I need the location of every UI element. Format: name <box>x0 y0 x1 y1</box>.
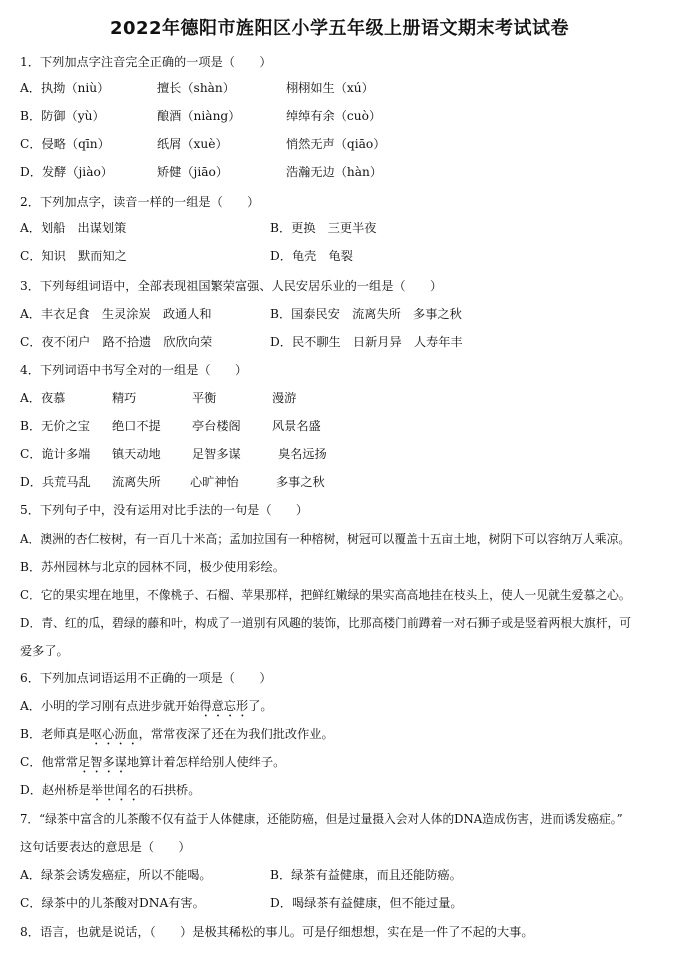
q1-d-word3: 浩瀚无边（hàn） <box>286 165 383 179</box>
q6-b-dotted: 呕心沥血 <box>89 727 139 741</box>
q6-c-post: 地算计着怎样给别人使绊子。 <box>126 755 286 769</box>
question-5-option-d[interactable]: D．青、红的瓜，碧绿的藤和叶，构成了一道别有风趣的装饰，比那高楼门前蹲着一对石狮子或是竖着两根大旗杆，可 <box>20 616 632 630</box>
q1-b-word2: 酿酒（niàng） <box>157 109 241 123</box>
q1-c-word1: C．侵略（qīn） <box>20 137 110 151</box>
q4-a-word2: 精巧 <box>112 391 137 405</box>
question-1-option-c[interactable] <box>20 136 385 152</box>
question-4-option-b[interactable] <box>20 418 321 434</box>
question-7-stem-continued: 这句话要表达的意思是（ ） <box>20 840 191 854</box>
question-7-stem: 7．“绿茶中富含的儿茶酸不仅有益于人体健康，还能防癌，但是过量摄入会对人体的DNA造成伤害，进而诱发癌症。” <box>20 812 623 826</box>
question-3-option-a[interactable]: A．丰衣足食 生灵涂炭 政通人和 <box>20 307 212 321</box>
q6-a-dotted: 得意忘形 <box>199 699 249 713</box>
q4-a-word4: 漫游 <box>272 391 297 405</box>
q1-d-word2: 矫健（jiāo） <box>157 165 229 179</box>
q4-b-word1: B．无价之宝 <box>20 419 90 433</box>
question-5-stem: 5．下列句子中，没有运用对比手法的一句是（ ） <box>20 503 309 517</box>
page-title: 2022年德阳市旌阳区小学五年级上册语文期末考试试卷 <box>109 18 570 39</box>
q4-c-word3: 足智多谋 <box>192 447 241 461</box>
q6-b-post: ，常常夜深了还在为我们批改作业。 <box>138 727 334 741</box>
q1-a-word1: A．执拗（niù） <box>20 81 110 95</box>
q4-d-word3: 心旷神怡 <box>190 475 239 489</box>
question-5-option-c[interactable]: C．它的果实埋在地里，不像桃子、石榴、苹果那样，把鲜红嫩绿的果实高高地挂在枝头上，使人一见就生爱慕之心。 <box>20 588 631 602</box>
question-3-option-b[interactable]: B．国泰民安 流离失所 多事之秋 <box>270 307 462 321</box>
question-5-option-b[interactable]: B．苏州园林与北京的园林不同，极少使用彩绘。 <box>20 560 285 574</box>
question-7-row-1 <box>20 867 462 883</box>
question-4-option-c[interactable] <box>20 446 327 462</box>
q6-a-post: 了。 <box>248 699 273 713</box>
q6-c-dotted: 足智多谋 <box>78 755 127 769</box>
q6-d-post: 的石拱桥。 <box>139 783 201 797</box>
question-2-option-d[interactable]: D．龟壳 龟裂 <box>270 249 353 263</box>
q4-b-word3: 亭台楼阁 <box>192 419 241 433</box>
q4-a-word3: 平衡 <box>192 391 217 405</box>
q4-c-word4: 臭名远扬 <box>278 447 327 461</box>
question-4-stem: 4．下列词语中书写全对的一组是（ ） <box>20 363 248 377</box>
q4-b-word2: 绝口不提 <box>112 419 161 433</box>
q4-c-word2: 镇天动地 <box>112 447 161 461</box>
q1-c-word2: 纸屑（xuè） <box>157 137 228 151</box>
question-7-option-c[interactable]: C．绿茶中的儿茶酸对DNA有害。 <box>20 896 205 910</box>
q1-c-word3: 悄然无声（qiāo） <box>286 137 386 151</box>
question-6-stem: 6．下列加点词语运用不正确的一项是（ ） <box>20 671 272 685</box>
q1-b-word1: B．防御（yù） <box>20 109 105 123</box>
q1-d-word1: D．发酵（jiào） <box>20 165 113 179</box>
question-6-option-b[interactable] <box>20 726 334 748</box>
question-3-row-2 <box>20 334 463 350</box>
question-2-stem: 2．下列加点字，读音一样的一组是（ ） <box>20 195 260 209</box>
question-4-option-a[interactable] <box>20 390 296 406</box>
q4-b-word4: 风景名盛 <box>272 419 321 433</box>
question-5-option-d-continued: 爱多了。 <box>20 644 69 658</box>
question-2-option-c[interactable]: C．知识 默而知之 <box>20 249 127 263</box>
q1-b-word3: 绰绰有余（cuò） <box>286 109 382 123</box>
q1-a-word3: 栩栩如生（xú） <box>286 81 374 95</box>
question-3-option-d[interactable]: D．民不聊生 日新月异 人寿年丰 <box>270 335 463 349</box>
question-1-option-a[interactable] <box>20 80 374 96</box>
q6-b-pre: B．老师真是 <box>20 727 90 741</box>
q6-d-pre: D．赵州桥是 <box>20 783 91 797</box>
q4-d-word4: 多事之秋 <box>276 475 325 489</box>
q4-d-word2: 流离失所 <box>112 475 161 489</box>
question-4-option-d[interactable] <box>20 474 325 490</box>
question-2-row-1 <box>20 220 376 236</box>
q6-c-pre: C．他常常 <box>20 755 79 769</box>
q1-a-word2: 擅长（shàn） <box>157 81 235 95</box>
question-6-option-a[interactable] <box>20 698 273 720</box>
q6-d-dotted: 举世闻名 <box>90 783 140 797</box>
question-7-option-a[interactable]: A．绿茶会诱发癌症，所以不能喝。 <box>20 868 212 882</box>
question-7-row-2 <box>20 895 463 911</box>
question-7-option-d[interactable]: D．喝绿茶有益健康，但不能过量。 <box>270 896 463 910</box>
q4-d-word1: D．兵荒马乱 <box>20 475 91 489</box>
question-6-option-d[interactable] <box>20 782 200 804</box>
question-3-option-c[interactable]: C．夜不闭户 路不拾遗 欣欣向荣 <box>20 335 213 349</box>
question-2-option-a[interactable]: A．划船 出谋划策 <box>20 221 127 235</box>
question-2-option-b[interactable]: B．更换 三更半夜 <box>270 221 377 235</box>
question-3-row-1 <box>20 306 462 322</box>
question-1-stem: 1．下列加点字注音完全正确的一项是（ ） <box>20 55 272 69</box>
q4-c-word1: C．诡计多端 <box>20 447 91 461</box>
question-7-option-b[interactable]: B．绿茶有益健康，而且还能防癌。 <box>270 868 462 882</box>
question-5-option-a[interactable]: A．澳洲的杏仁桉树，有一百几十米高；孟加拉国有一种榕树，树冠可以覆盖十五亩土地，树阴下可以容纳万人乘凉。 <box>20 532 631 546</box>
question-6-option-c[interactable] <box>20 754 285 776</box>
question-1-option-b[interactable] <box>20 108 381 124</box>
question-8-stem: 8．语言，也就是说话，（ ）是极其稀松的事儿。可是仔细想想，实在是一件了不起的大事。 <box>20 925 534 939</box>
q4-a-word1: A．夜慕 <box>20 391 66 405</box>
q6-a-pre: A．小明的学习刚有点进步就开始 <box>20 699 200 713</box>
question-1-option-d[interactable] <box>20 164 382 180</box>
question-2-row-2 <box>20 248 353 264</box>
question-3-stem: 3．下列每组词语中，全部表现祖国繁荣富强、人民安居乐业的一组是（ ） <box>20 279 443 293</box>
